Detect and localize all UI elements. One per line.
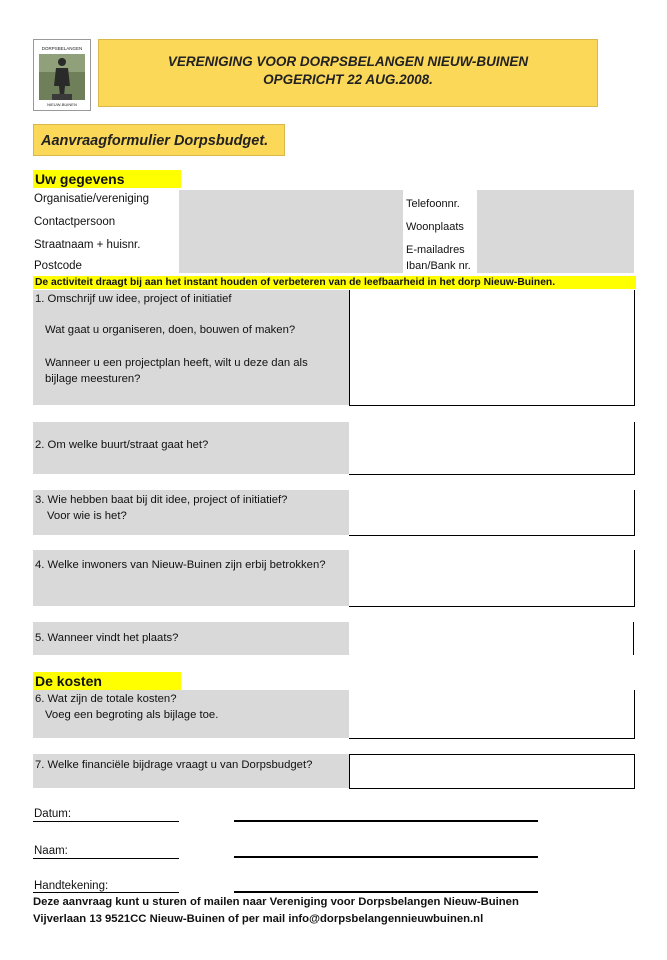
label-woonplaats: Woonplaats	[406, 221, 464, 233]
question-1-note-line1: Wanneer u een projectplan heeft, wilt u deze dan als	[45, 357, 308, 369]
question-6-subtext: Voeg een begroting als bijlage toe.	[45, 709, 219, 721]
footer-address-line1: Deze aanvraag kunt u sturen of mailen naar Vereniging voor Dorpsbelangen Nieuw-Buinen	[33, 896, 519, 908]
form-title: Aanvraagformulier Dorpsbudget.	[33, 124, 285, 156]
label-organisatie: Organisatie/vereniging	[34, 193, 150, 205]
label-contactpersoon: Contactpersoon	[34, 216, 116, 228]
answer-2-field[interactable]	[349, 422, 635, 475]
section-de-kosten: De kosten	[33, 672, 181, 690]
question-6-title: 6. Wat zijn de totale kosten?	[35, 693, 177, 705]
question-3	[33, 490, 349, 535]
logo-caption-bottom: NIEUW-BUINEN	[47, 102, 77, 107]
section-uw-gegevens: Uw gegevens	[33, 170, 181, 188]
answer-1-field[interactable]	[349, 290, 635, 406]
label-datum: Datum:	[34, 808, 72, 820]
datum-label-underline	[33, 821, 179, 822]
question-5-text: 5. Wanneer vindt het plaats?	[35, 632, 179, 644]
question-7	[33, 754, 349, 788]
answer-5-field[interactable]	[349, 622, 634, 655]
question-5	[33, 622, 349, 655]
datum-input-line[interactable]	[234, 820, 538, 822]
input-personal-details-right[interactable]	[477, 190, 634, 273]
question-4-text: 4. Welke inwoners van Nieuw-Buinen zijn erbij betrokken?	[35, 559, 326, 571]
header-banner	[98, 39, 598, 107]
handtekening-label-underline	[33, 892, 179, 893]
naam-input-line[interactable]	[234, 856, 538, 858]
input-personal-details-left[interactable]	[179, 190, 403, 273]
answer-4-field[interactable]	[349, 550, 635, 607]
header-title-line2: OPGERICHT 22 AUG.2008.	[263, 72, 433, 87]
question-4	[33, 550, 349, 606]
association-logo	[33, 39, 91, 111]
answer-7-field[interactable]	[349, 754, 635, 789]
naam-label-underline	[33, 858, 179, 859]
logo-caption-top: DORPSBELANGEN	[41, 46, 83, 51]
label-emailadres: E-mailadres	[406, 244, 465, 256]
label-telefoonnr: Telefoonnr.	[406, 198, 460, 210]
question-7-text: 7. Welke financiële bijdrage vraagt u van Dorpsbudget?	[35, 759, 313, 771]
answer-3-field[interactable]	[349, 490, 635, 536]
header-title-line1: VERENIGING VOOR DORPSBELANGEN NIEUW-BUINEN	[167, 54, 529, 69]
label-iban: Iban/Bank nr.	[406, 260, 471, 272]
answer-6-field[interactable]	[349, 690, 635, 739]
label-straatnaam: Straatnaam + huisnr.	[34, 239, 141, 251]
statue-logo-icon	[34, 40, 90, 110]
question-3-title: 3. Wie hebben baat bij dit idee, project of initiatief?	[35, 494, 288, 506]
activity-notice: De activiteit draagt bij aan het instant houden of verbeteren van de leefbaarheid in het dorp Nieuw-Buinen.	[33, 276, 636, 289]
question-3-subtext: Voor wie is het?	[47, 510, 127, 522]
handtekening-input-line[interactable]	[234, 891, 538, 893]
question-1	[33, 290, 349, 405]
footer-address-line2: Vijverlaan 13 9521CC Nieuw-Buinen of per mail info@dorpsbelangennieuwbuinen.nl	[33, 913, 484, 925]
question-2	[33, 422, 349, 474]
question-1-subtext: Wat gaat u organiseren, doen, bouwen of maken?	[45, 324, 296, 336]
question-2-text: 2. Om welke buurt/straat gaat het?	[35, 439, 209, 451]
label-postcode: Postcode	[34, 260, 82, 272]
question-1-title: 1. Omschrijf uw idee, project of initiatief	[35, 293, 232, 305]
label-naam: Naam:	[34, 845, 68, 857]
question-6	[33, 690, 349, 738]
label-handtekening: Handtekening:	[34, 880, 109, 892]
question-1-note-line2: bijlage meesturen?	[45, 373, 141, 385]
